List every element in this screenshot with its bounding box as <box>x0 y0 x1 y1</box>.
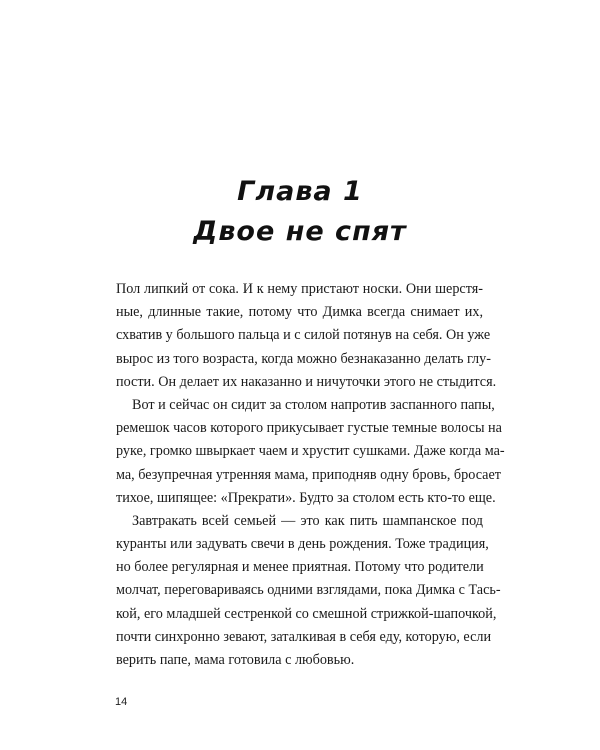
body-text <box>116 278 505 672</box>
text-line: кой, его младшей сестренкой со смешной стрижкой-шапочкой, <box>116 605 497 622</box>
text-line: молчат, переговариваясь одними взглядами, пока Димка с Тась- <box>116 582 501 599</box>
chapter-title: Двое не спят <box>193 216 407 247</box>
text-line: вырос из того возраста, когда можно безнаказанно делать глу- <box>116 350 491 367</box>
text-line: верить папе, мама готовила с любовью. <box>116 652 355 668</box>
paragraph <box>116 278 497 394</box>
text-line: тихое, шипящее: «Прекрати». Будто за столом есть кто-то еще. <box>116 489 496 506</box>
text-line: Завтракать всей семьей — это как пить шампанское под <box>132 512 483 529</box>
text-line: почти синхронно зевают, заталкивая в себя еду, которую, если <box>116 628 492 645</box>
text-line: ные, длинные такие, потому что Димка всегда снимает их, <box>116 304 483 321</box>
text-line: Вот и сейчас он сидит за столом напротив заспанного папы, <box>132 396 495 413</box>
text-line: схватив у большого пальца и с силой потянув на себя. Он уже <box>116 327 491 344</box>
text-line: пости. Он делает их наказанно и ничуточки этого не стыдится. <box>116 373 497 390</box>
page-number: 14 <box>115 696 128 708</box>
paragraph <box>116 510 501 672</box>
text-line: но более регулярная и менее приятная. Потому что родители <box>116 559 484 576</box>
text-line: куранты или задувать свечи в день рождения. Тоже традиция, <box>116 536 489 553</box>
text-line: ма, безупречная утренняя мама, приподняв одну бровь, бросает <box>116 466 501 483</box>
paragraph <box>116 394 505 510</box>
chapter-number: Глава 1 <box>237 176 363 207</box>
text-line: Пол липкий от сока. И к нему пристают носки. Они шерстя- <box>116 281 483 297</box>
text-line: руке, громко швыркает чаем и хрустит сушками. Даже когда ма- <box>116 443 505 460</box>
text-line: ремешок часов которого прикусывает густые темные волосы на <box>116 420 502 437</box>
